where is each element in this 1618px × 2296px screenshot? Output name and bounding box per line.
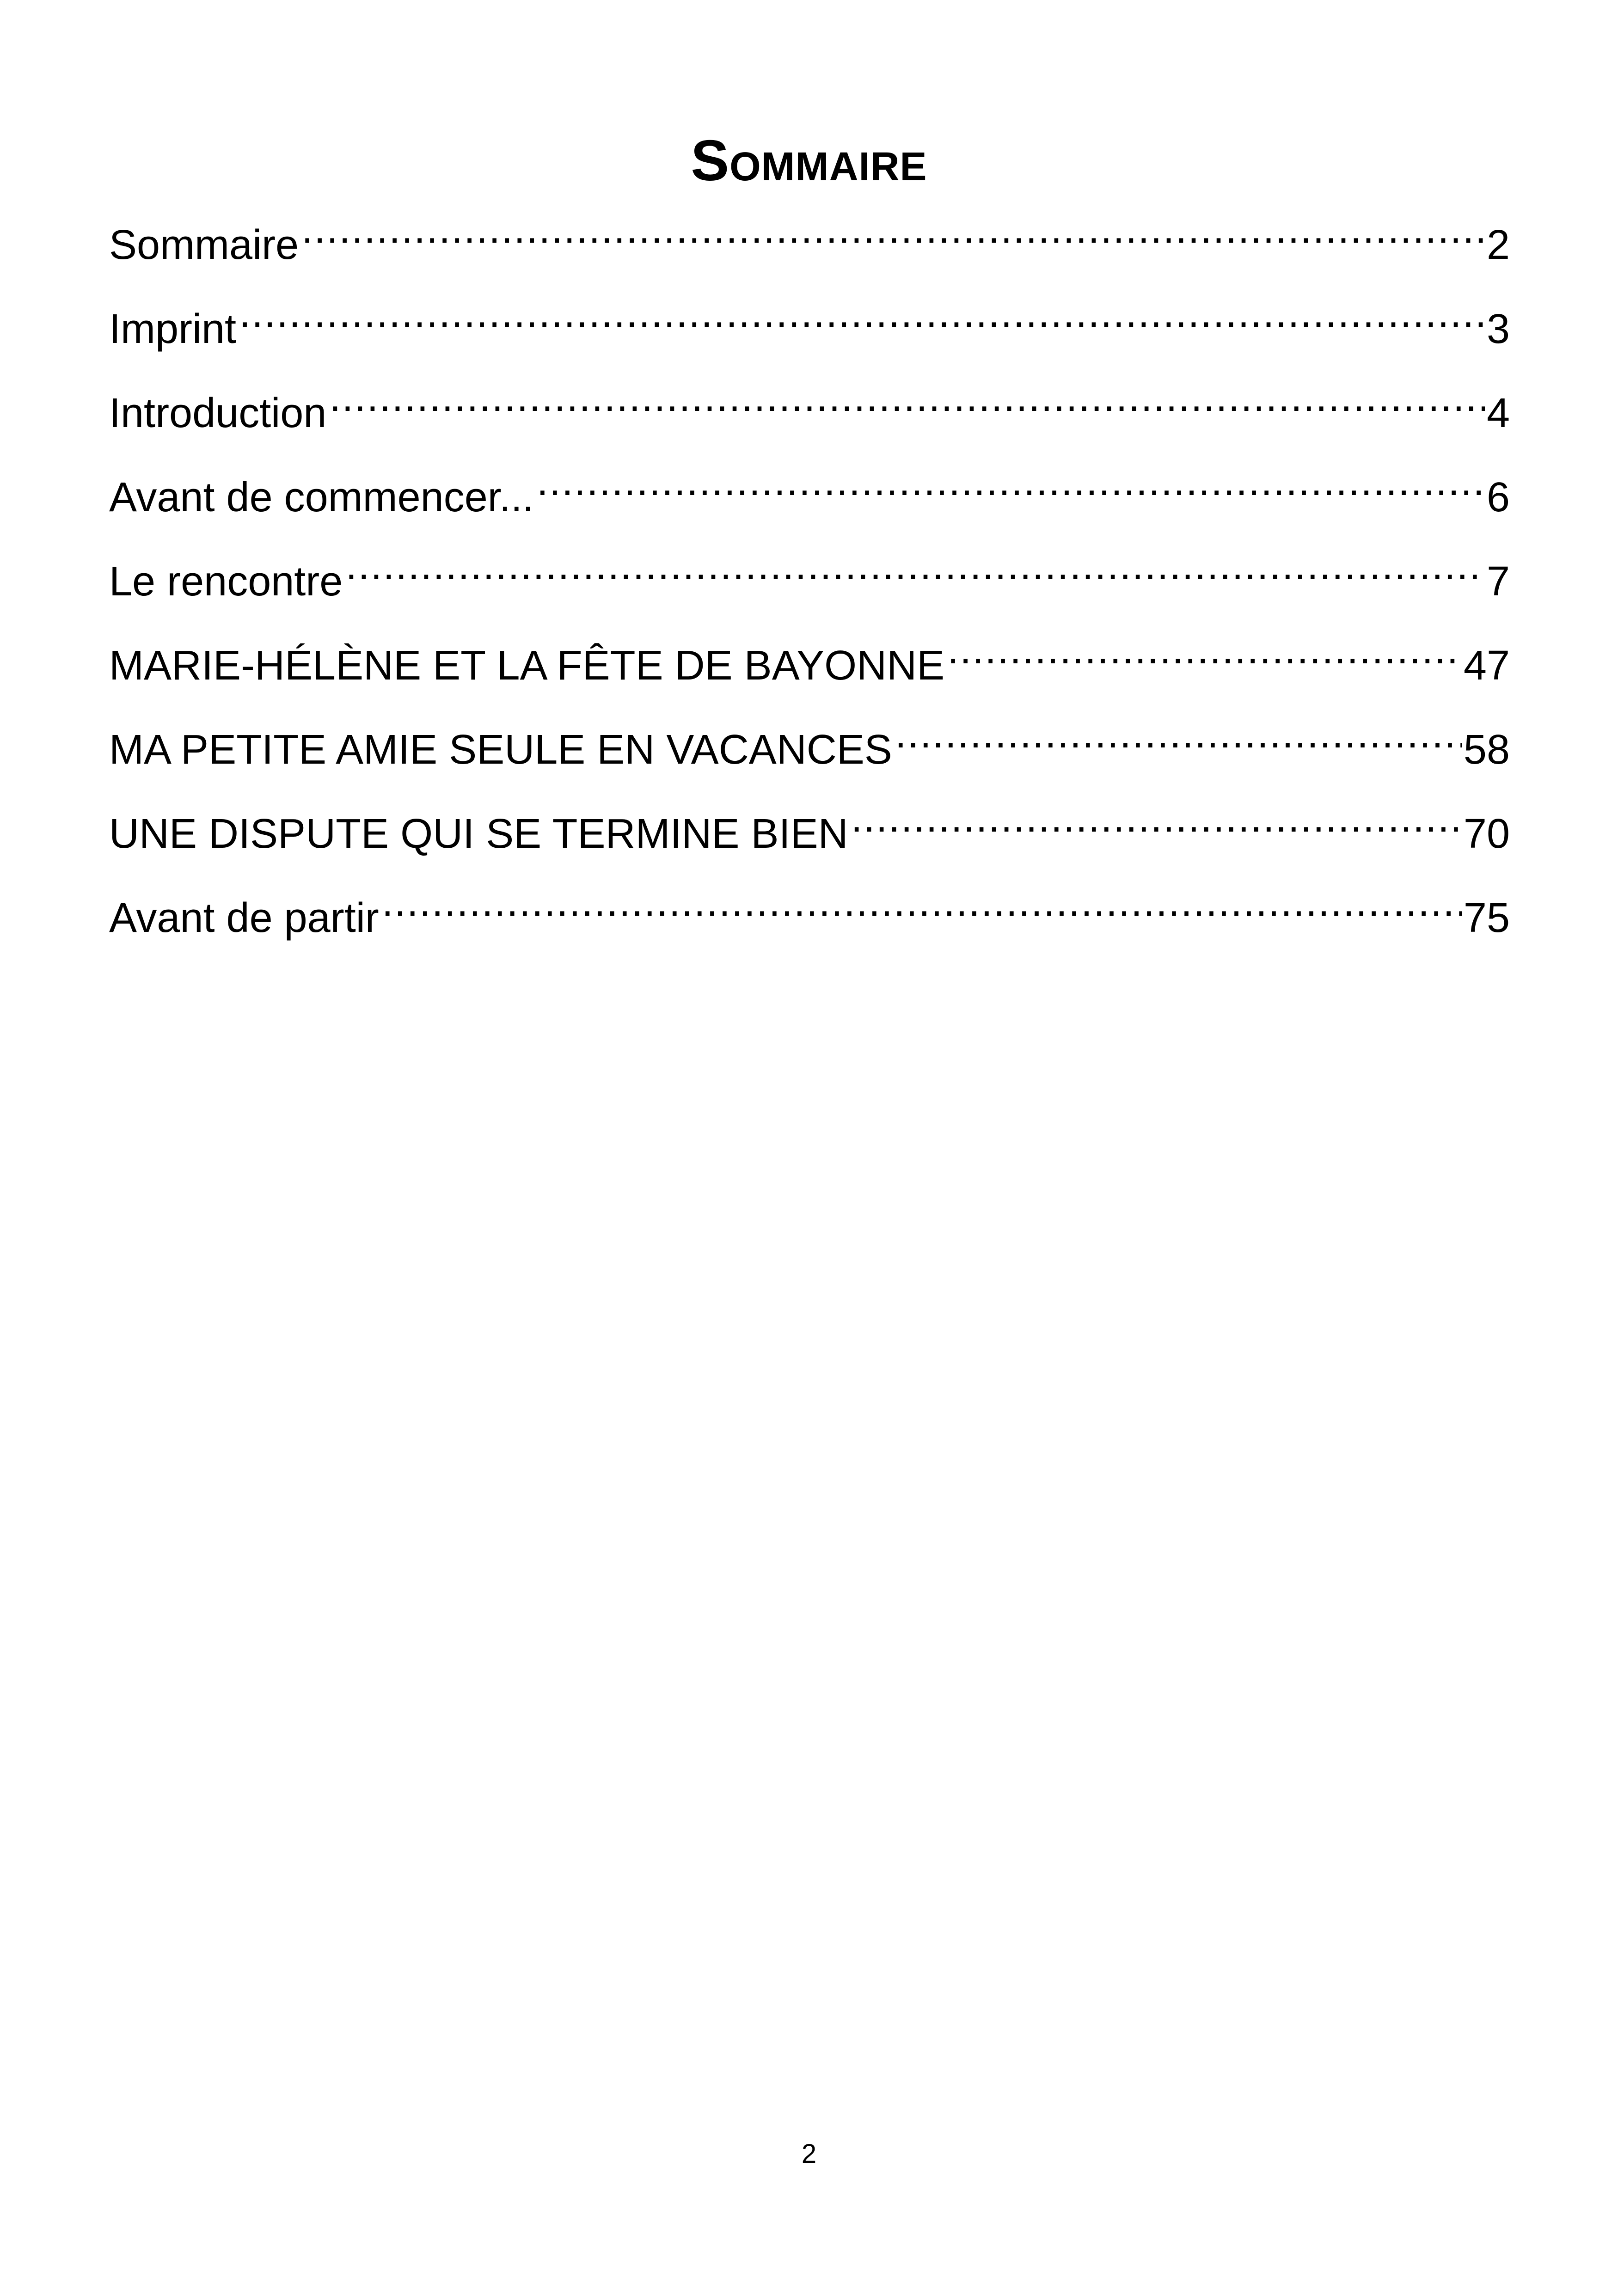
toc-entry-ma-petite-amie[interactable] — [109, 704, 1510, 788]
toc-dot-leader — [382, 872, 1462, 932]
toc-entry-label: Le rencontre — [109, 558, 343, 605]
toc-entry-page: 3 — [1486, 306, 1510, 352]
toc-entry-page: 47 — [1463, 643, 1510, 689]
toc-entry-label: MARIE-HÉLÈNE ET LA FÊTE DE BAYONNE — [109, 643, 945, 689]
toc-entry-page: 6 — [1486, 474, 1510, 520]
toc-entry-marie-helene[interactable] — [109, 619, 1510, 704]
toc-entry-page: 75 — [1463, 895, 1510, 941]
toc-dot-leader — [329, 367, 1485, 427]
toc-entry-label: Avant de commencer... — [109, 474, 534, 520]
toc-dot-leader — [537, 451, 1485, 511]
toc-dot-leader — [947, 619, 1462, 680]
toc-entry-introduction[interactable] — [109, 367, 1510, 451]
toc-entry-avant-de-partir[interactable] — [109, 872, 1510, 956]
table-of-contents — [109, 199, 1510, 956]
toc-entry-label: Sommaire — [109, 222, 299, 268]
toc-dot-leader — [239, 283, 1485, 343]
toc-entry-une-dispute[interactable] — [109, 788, 1510, 872]
toc-entry-page: 70 — [1463, 811, 1510, 857]
toc-entry-avant-de-commencer[interactable] — [109, 451, 1510, 535]
toc-dot-leader — [301, 199, 1485, 259]
toc-entry-page: 2 — [1486, 222, 1510, 268]
toc-entry-sommaire[interactable] — [109, 199, 1510, 283]
toc-entry-label: Avant de partir — [109, 895, 379, 941]
toc-entry-label: Imprint — [109, 306, 237, 352]
page-title: Sommaire — [691, 129, 927, 193]
toc-entry-label: MA PETITE AMIE SEULE EN VACANCES — [109, 727, 892, 773]
toc-entry-page: 4 — [1486, 390, 1510, 436]
toc-entry-le-rencontre[interactable] — [109, 535, 1510, 619]
toc-dot-leader — [345, 535, 1485, 595]
toc-dot-leader — [851, 788, 1462, 848]
footer-page-number: 2 — [801, 2139, 817, 2169]
toc-entry-page: 7 — [1486, 558, 1510, 605]
toc-dot-leader — [895, 704, 1462, 764]
toc-entry-page: 58 — [1463, 727, 1510, 773]
toc-entry-imprint[interactable] — [109, 283, 1510, 367]
toc-entry-label: UNE DISPUTE QUI SE TERMINE BIEN — [109, 811, 848, 857]
toc-entry-label: Introduction — [109, 390, 327, 436]
